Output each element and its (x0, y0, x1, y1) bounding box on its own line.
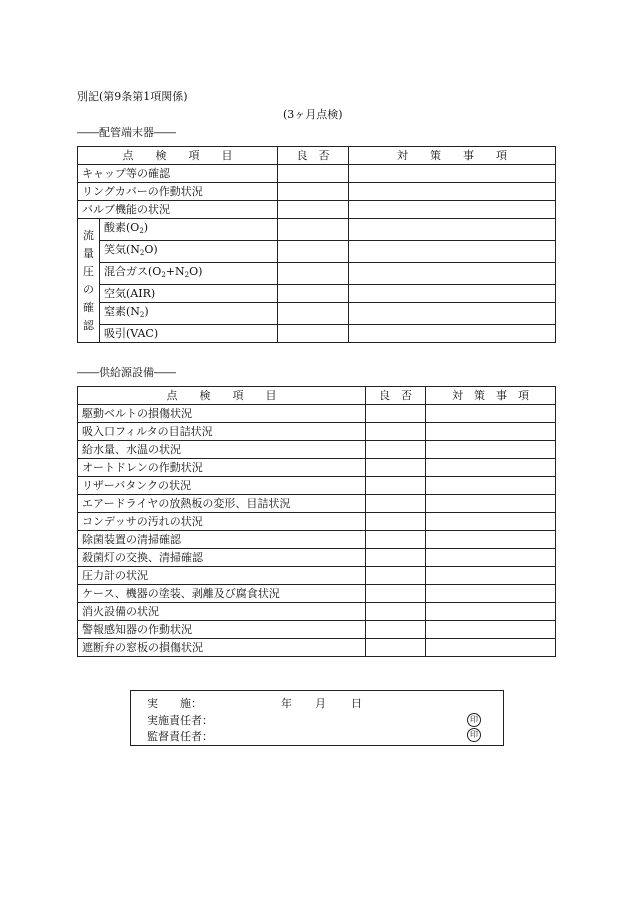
result-cell[interactable] (278, 201, 349, 219)
item-label: キャップ等の確認 (78, 165, 278, 183)
action-cell[interactable] (349, 303, 556, 325)
action-cell[interactable] (426, 459, 556, 477)
result-cell[interactable] (278, 165, 349, 183)
item-label: リザーバタンクの状況 (78, 477, 366, 495)
action-cell[interactable] (426, 423, 556, 441)
header-result: 良 否 (366, 387, 426, 405)
result-cell[interactable] (366, 405, 426, 423)
table-row (78, 183, 556, 201)
result-cell[interactable] (366, 567, 426, 585)
action-cell[interactable] (349, 241, 556, 263)
result-cell[interactable] (366, 639, 426, 657)
header-result: 良 否 (278, 147, 349, 165)
item-label: 給水量、水温の状況 (78, 441, 366, 459)
item-label: リングカバーの作動状況 (78, 183, 278, 201)
table-header-row (78, 147, 556, 165)
day-label: 日 (351, 697, 362, 710)
item-label: 殺菌灯の交換、清掃確認 (78, 549, 366, 567)
implementer-label: 実施責任者： (147, 714, 213, 727)
result-cell[interactable] (278, 303, 349, 325)
done-label: 実 施： (147, 697, 202, 710)
result-cell[interactable] (366, 513, 426, 531)
action-cell[interactable] (426, 603, 556, 621)
gas-air: 空気(AIR) (100, 285, 278, 303)
gas-mixed: 混合ガス$(O_2+N_2O)$ (100, 263, 278, 285)
item-label: 消火設備の状況 (78, 603, 366, 621)
action-cell[interactable] (426, 477, 556, 495)
supervisor-label: 監督責任者： (147, 730, 213, 743)
table-row (78, 621, 556, 639)
gas-vacuum: 吸引(VAC) (100, 325, 278, 343)
table-row (78, 603, 556, 621)
table-row (78, 567, 556, 585)
header-item: 点 検 項 目 (78, 147, 278, 165)
action-cell[interactable] (349, 201, 556, 219)
action-cell[interactable] (426, 513, 556, 531)
action-cell[interactable] (349, 219, 556, 241)
header-action: 対 策 事 項 (349, 147, 556, 165)
result-cell[interactable] (278, 219, 349, 241)
result-cell[interactable] (366, 495, 426, 513)
action-cell[interactable] (349, 285, 556, 303)
action-cell[interactable] (426, 549, 556, 567)
item-label: バルブ機能の状況 (78, 201, 278, 219)
table-row (78, 423, 556, 441)
table-row (78, 263, 556, 285)
section1-table (77, 146, 556, 343)
result-cell[interactable] (278, 325, 349, 343)
table-row (78, 531, 556, 549)
year-label: 年 (281, 697, 292, 710)
result-cell[interactable] (366, 459, 426, 477)
table-row (78, 303, 556, 325)
item-label: 除菌装置の清掃確認 (78, 531, 366, 549)
table-header-row (78, 387, 556, 405)
action-cell[interactable] (349, 165, 556, 183)
table-row (78, 325, 556, 343)
table-row (78, 639, 556, 657)
signoff-box (130, 690, 504, 746)
table-row (78, 219, 556, 241)
action-cell[interactable] (426, 567, 556, 585)
table-row (78, 585, 556, 603)
action-cell[interactable] (349, 325, 556, 343)
result-cell[interactable] (366, 585, 426, 603)
item-label: 駆動ベルトの損傷状況 (78, 405, 366, 423)
result-cell[interactable] (366, 603, 426, 621)
action-cell[interactable] (426, 531, 556, 549)
result-cell[interactable] (366, 423, 426, 441)
result-cell[interactable] (278, 183, 349, 201)
table-row (78, 495, 556, 513)
flow-pressure-group-label: 流 量 圧 の 確 認 (78, 219, 100, 343)
result-cell[interactable] (366, 621, 426, 639)
header-item: 点 検 項 目 (78, 387, 366, 405)
gas-nitrous-oxide: 笑気$(N_2O)$ (100, 241, 278, 263)
table-row (78, 241, 556, 263)
result-cell[interactable] (366, 477, 426, 495)
seal-icon: 印 (467, 728, 481, 742)
action-cell[interactable] (426, 621, 556, 639)
result-cell[interactable] (278, 241, 349, 263)
result-cell[interactable] (366, 441, 426, 459)
table-row (78, 513, 556, 531)
table-row (78, 405, 556, 423)
result-cell[interactable] (366, 531, 426, 549)
header-action: 対 策 事 項 (426, 387, 556, 405)
item-label: エアードライヤの放熱板の変形、目詰状況 (78, 495, 366, 513)
annex-label: 別記(第9条第1項関係) (77, 90, 188, 103)
gas-oxygen: 酸素$(O_2)$ (100, 219, 278, 241)
action-cell[interactable] (426, 495, 556, 513)
item-label: オートドレンの作動状況 (78, 459, 366, 477)
item-label: 遮断弁の窓板の損傷状況 (78, 639, 366, 657)
section2-table (77, 386, 556, 657)
action-cell[interactable] (426, 639, 556, 657)
item-label: 吸入口フィルタの目詰状況 (78, 423, 366, 441)
result-cell[interactable] (278, 285, 349, 303)
item-label: 圧力計の状況 (78, 567, 366, 585)
table-row (78, 441, 556, 459)
action-cell[interactable] (426, 441, 556, 459)
table-row (78, 459, 556, 477)
result-cell[interactable] (278, 263, 349, 285)
seal-icon: 印 (467, 713, 481, 727)
table-row (78, 549, 556, 567)
section1-title: ――配管端末器―― (77, 126, 176, 139)
item-label: ケース、機器の塗装、剥離及び腐食状況 (78, 585, 366, 603)
section2-title: ――供給源設備―― (77, 366, 176, 379)
item-label: コンデッサの汚れの状況 (78, 513, 366, 531)
gas-nitrogen: 窒素$(N_2)$ (100, 303, 278, 325)
item-label: 警報感知器の作動状況 (78, 621, 366, 639)
month-label: 月 (315, 697, 326, 710)
table-row (78, 477, 556, 495)
table-row (78, 201, 556, 219)
table-row (78, 165, 556, 183)
period-label: (3ヶ月点検) (283, 108, 343, 121)
action-cell[interactable] (426, 405, 556, 423)
action-cell[interactable] (426, 585, 556, 603)
action-cell[interactable] (349, 263, 556, 285)
table-row (78, 285, 556, 303)
action-cell[interactable] (349, 183, 556, 201)
result-cell[interactable] (366, 549, 426, 567)
